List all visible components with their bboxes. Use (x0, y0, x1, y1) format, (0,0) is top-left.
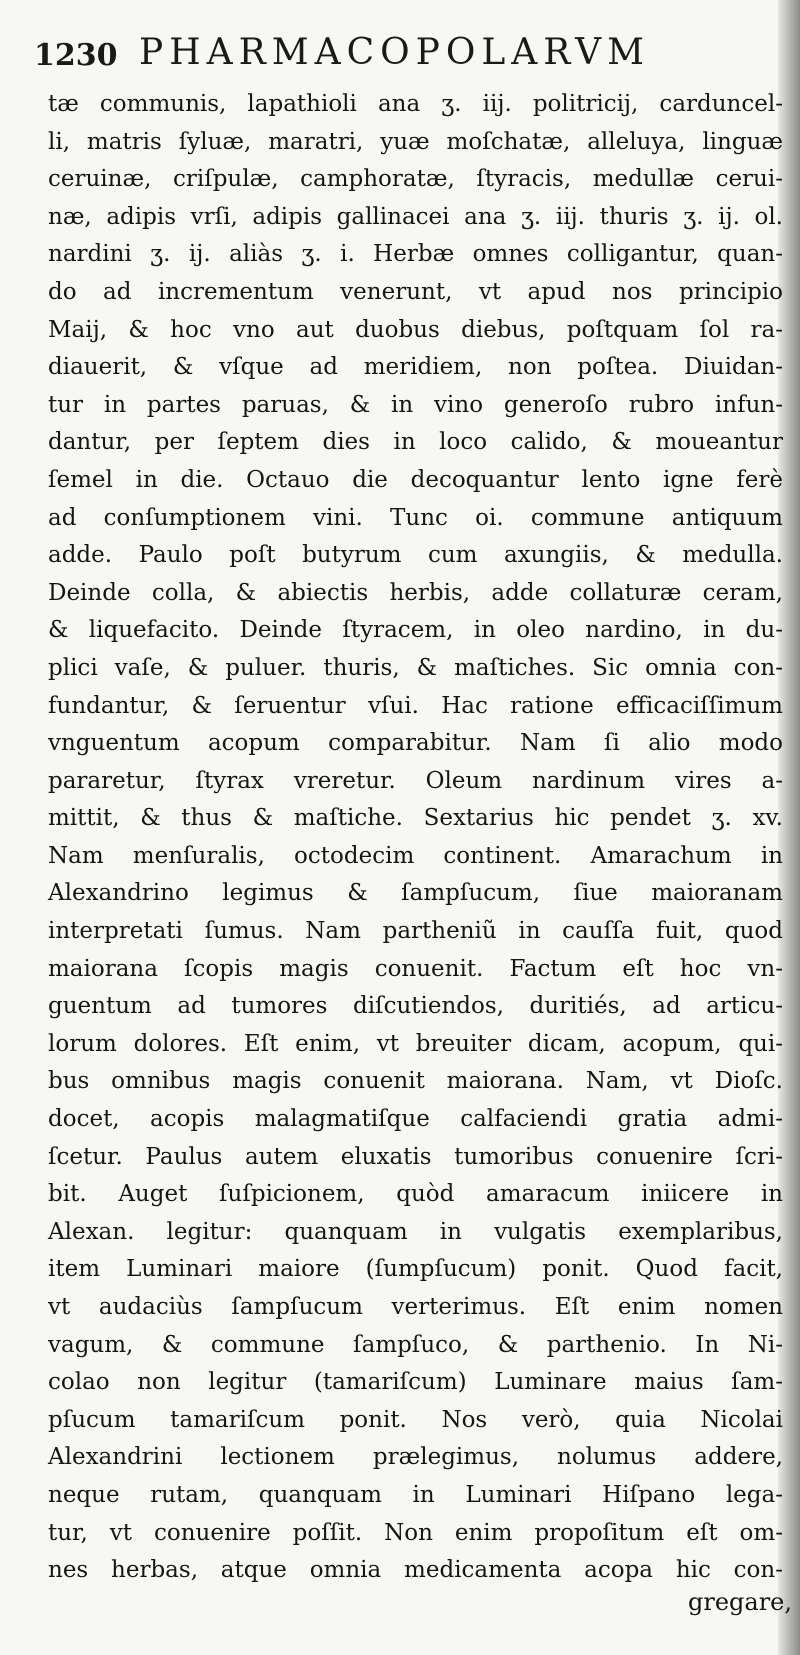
text-line: adde. Paulo poſt butyrum cum axungiis, & medulla. (48, 542, 783, 569)
text-line: lorum dolores. Eſt enim, vt breuiter dicam, acopum, qui- (48, 1030, 783, 1057)
text-line: Deinde colla, & abiectis herbis, adde collaturæ ceram, (48, 579, 783, 606)
text-line: tur in partes paruas, & in vino generoſo rubro infun- (48, 391, 783, 418)
text-line: maiorana ſcopis magis conuenit. Factum eſt hoc vn- (48, 955, 783, 982)
text-line: nardini ʒ. ij. aliàs ʒ. i. Herbæ omnes colligantur, quan- (48, 241, 783, 268)
text-line: Alexan. legitur: quanquam in vulgatis exemplaribus, (48, 1218, 783, 1245)
text-line: mittit, & thus & maſtiche. Sextarius hic pendet ʒ. xv. (48, 805, 783, 832)
text-line: dantur, per ſeptem dies in loco calido, & moueantur (48, 429, 783, 456)
text-line: pararetur, ſtyrax vreretur. Oleum nardinum vires a- (48, 767, 783, 794)
text-line: ad conſumptionem vini. Tunc oi. commune antiquum (48, 504, 783, 531)
text-line: nes herbas, atque omnia medicamenta acopa hic con- (48, 1557, 783, 1584)
text-line: vnguentum acopum comparabitur. Nam ſi alio modo (48, 730, 783, 757)
text-line: plici vaſe, & puluer. thuris, & maſtiches. Sic omnia con- (48, 654, 783, 681)
text-line: tur, vt conuenire poſſit. Non enim propoſitum eſt om- (48, 1519, 783, 1546)
text-line: Nam menſuralis, octodecim continent. Amarachum in (48, 842, 783, 869)
text-line: næ, adipis vrſi, adipis gallinacei ana ʒ. iij. thuris ʒ. ij. ol. (48, 203, 783, 230)
text-line: tæ communis, lapathioli ana ʒ. iij. politricij, carduncel- (48, 91, 783, 117)
page-number: 1230 (34, 38, 118, 73)
text-line: ſcetur. Paulus autem eluxatis tumoribus conuenire ſcri- (48, 1143, 783, 1170)
text-line: Alexandrino legimus & ſampſucum, ſiue maioranam (48, 880, 783, 907)
text-line: do ad incrementum venerunt, vt apud nos principio (48, 278, 783, 305)
text-line: Maij, & hoc vno aut duobus diebus, poſtquam ſol ra- (48, 316, 783, 343)
text-line: item Luminari maiore (ſumpſucum) ponit. Quod facit, (48, 1256, 783, 1283)
text-line: guentum ad tumores diſcutiendos, duritiés, ad articu- (48, 993, 783, 1020)
page-header (34, 28, 774, 82)
text-line: colao non legitur (tamariſcum) Luminare maius ſam- (48, 1369, 783, 1396)
text-line: Alexandrini lectionem prælegimus, nolumus addere, (48, 1444, 783, 1471)
text-line: & liquefacito. Deinde ſtyracem, in oleo nardino, in du- (48, 617, 783, 644)
text-line: ſemel in die. Octauo die decoquantur lento igne ferè (48, 466, 783, 493)
text-line: li, matris ſyluæ, maratri, yuæ moſchatæ, alleluya, linguæ (48, 128, 783, 155)
text-line: vt audaciùs ſampſucum verterimus. Eſt enim nomen (48, 1294, 783, 1320)
text-line: interpretati ſumus. Nam partheniũ in cauſſa fuit, quod (48, 918, 783, 945)
body-text (48, 86, 783, 1590)
text-line: diauerit, & vſque ad meridiem, non poſtea. Diuidan- (48, 354, 783, 381)
text-line: neque rutam, quanquam in Luminari Hiſpano lega- (48, 1481, 783, 1508)
text-line: bus omnibus magis conuenit maiorana. Nam, vt Dioſc. (48, 1068, 783, 1095)
catchword: gregare, (687, 1588, 792, 1616)
text-line: bit. Auget ſuſpicionem, quòd amaracum iniicere in (48, 1181, 783, 1208)
running-title: PHARMACOPOLARVM (139, 32, 650, 73)
text-line: pſucum tamariſcum ponit. Nos verò, quia Nicolai (48, 1406, 783, 1433)
text-line: fundantur, & ſeruentur vſui. Hac ratione efficaciſſimum (48, 692, 783, 719)
text-line: vagum, & commune ſampſuco, & parthenio. In Ni- (48, 1331, 783, 1358)
text-line: docet, acopis malagmatiſque calfaciendi gratia admi- (48, 1106, 783, 1133)
text-line: ceruinæ, criſpulæ, camphoratæ, ſtyracis, medullæ cerui- (48, 166, 783, 193)
